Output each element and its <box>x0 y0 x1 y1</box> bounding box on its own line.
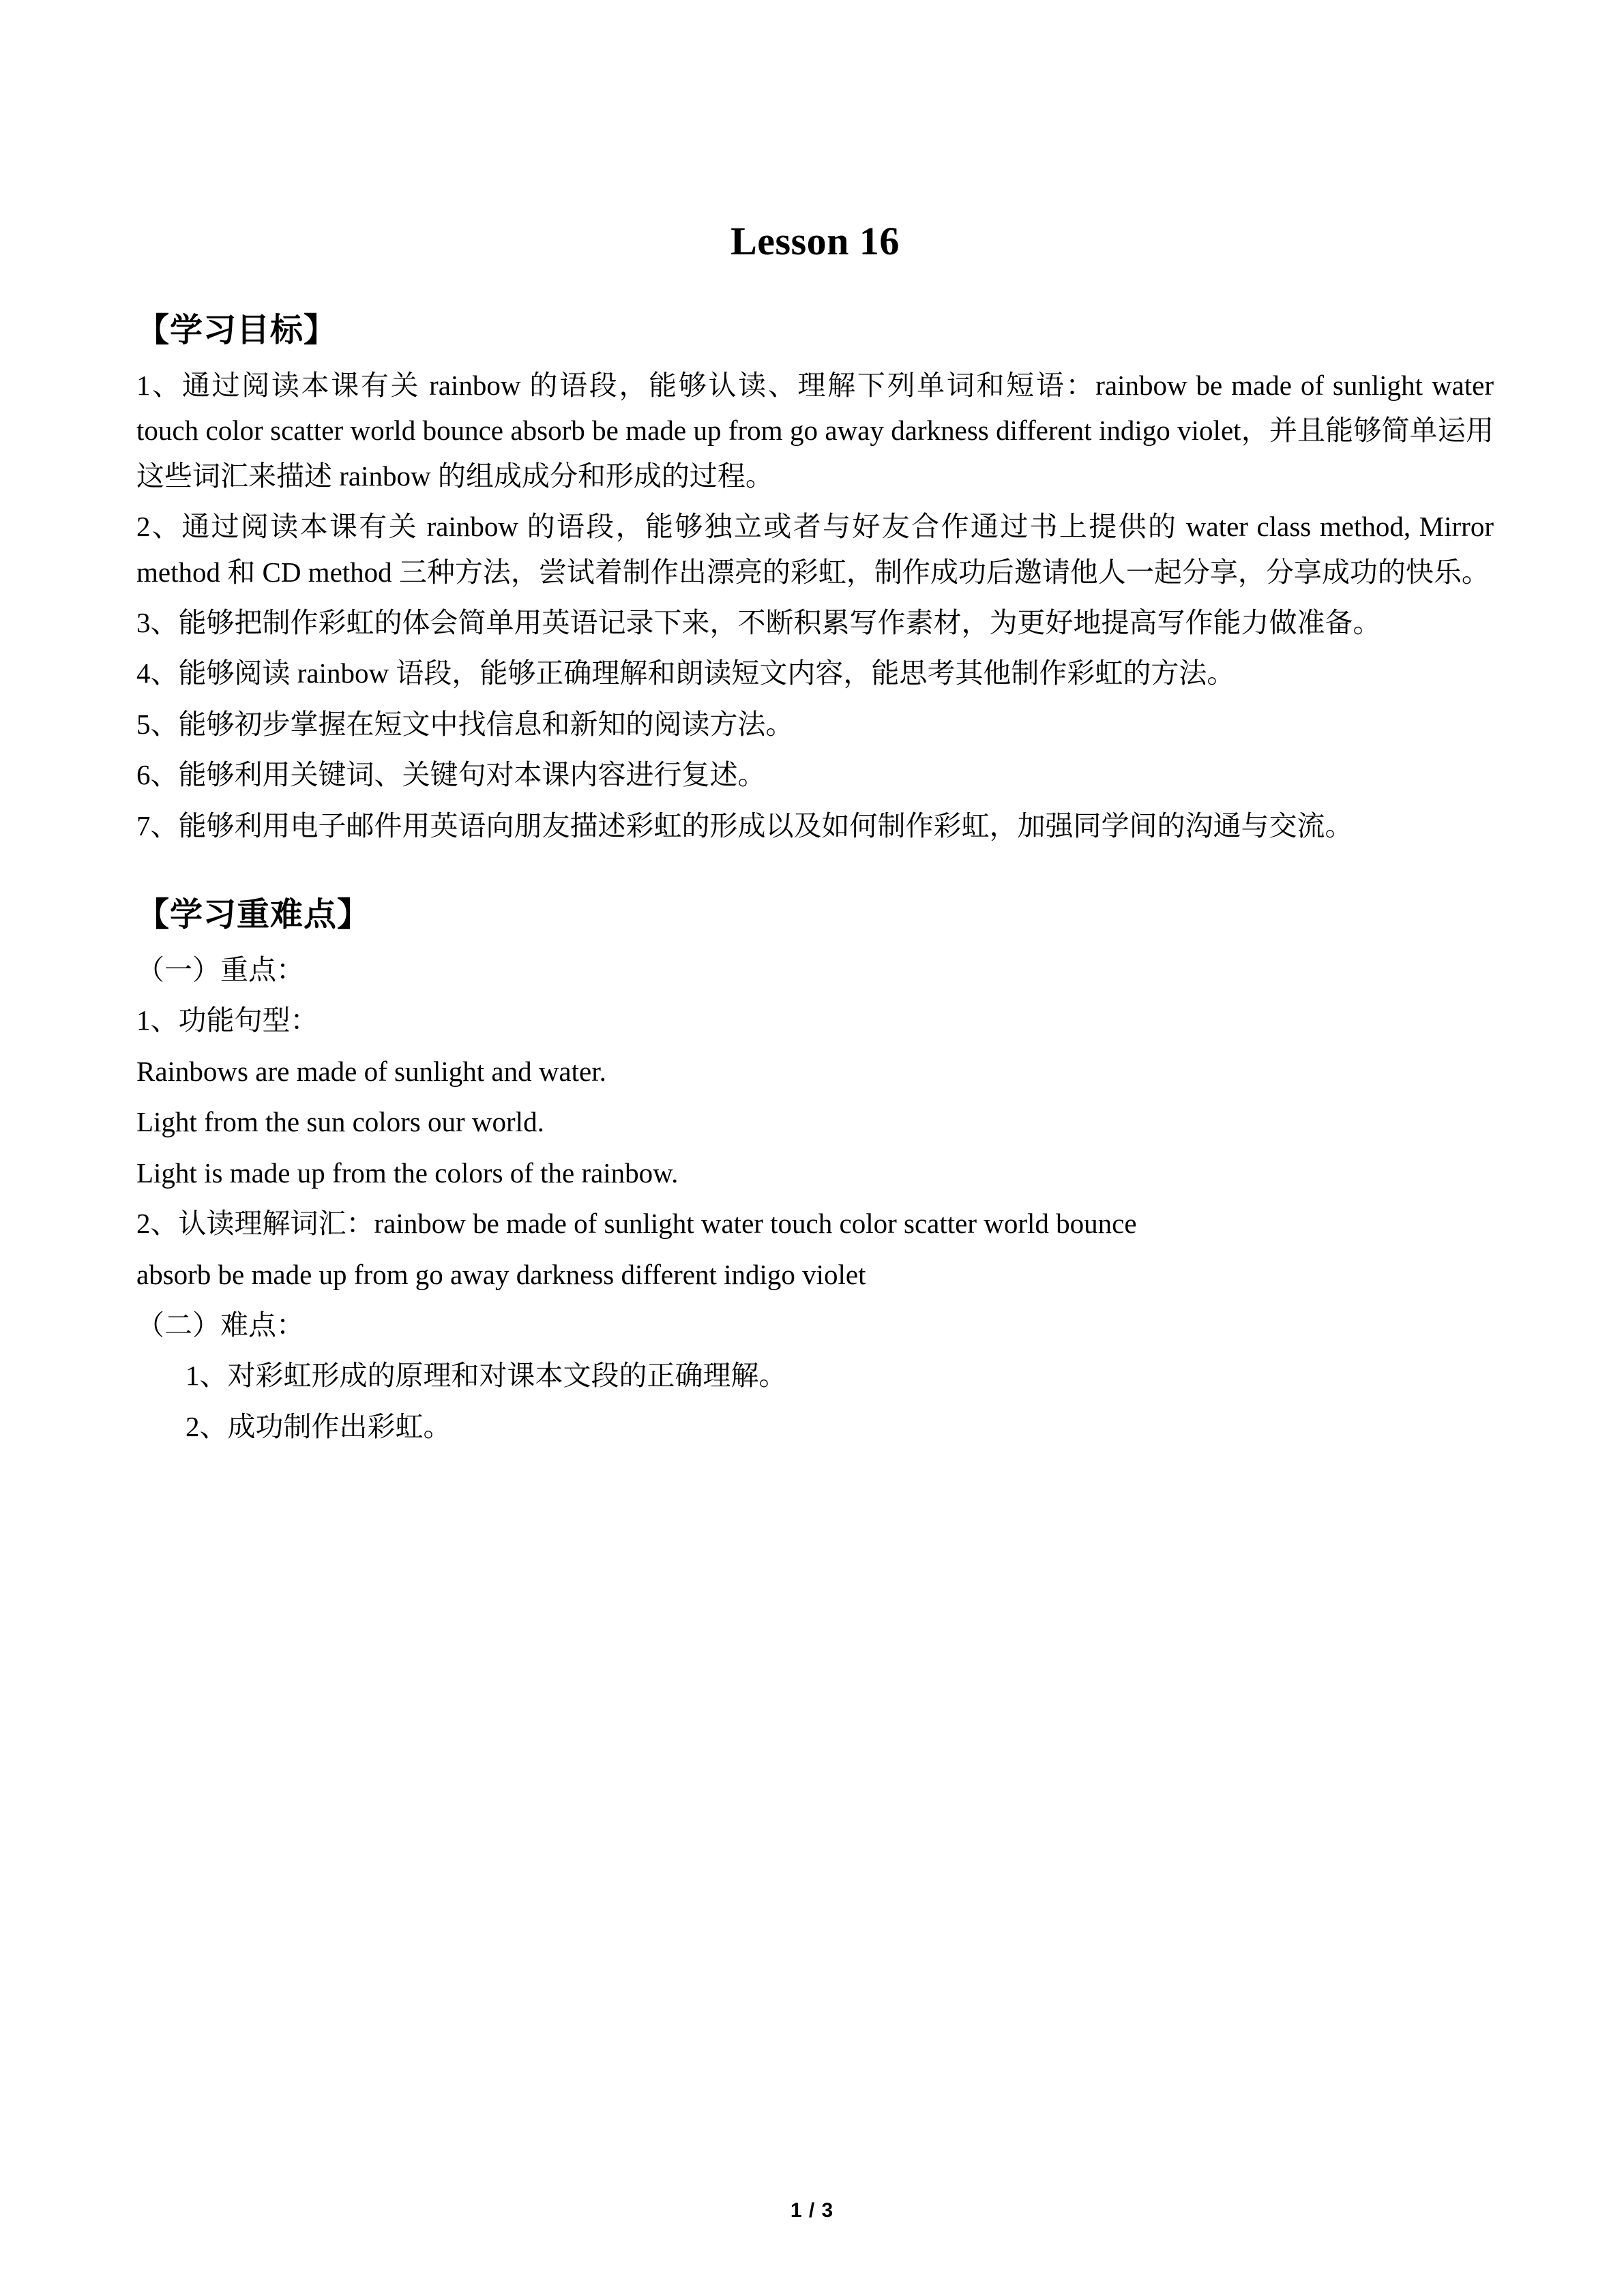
sentence-pattern-1: Rainbows are made of sunlight and water. <box>136 1055 606 1087</box>
objective-item-5: 5、能够初步掌握在短文中找信息和新知的阅读方法。 <box>136 708 794 740</box>
sentence-pattern-3: Light is made up from the colors of the rainbow. <box>136 1157 679 1189</box>
page-title: Lesson 16 <box>730 219 900 263</box>
section-heading-objectives: 【学习目标】 <box>136 312 338 348</box>
key-points-item-2-continued: absorb be made up from go away darkness different indigo violet <box>136 1258 866 1290</box>
key-points-label: （一）重点： <box>136 954 304 986</box>
key-points-item-2: 2、认读理解词汇：rainbow be made of sunlight water touch color scatter world bounce <box>136 1208 1137 1240</box>
objective-item-6: 6、能够利用关键词、关键句对本课内容进行复述。 <box>136 759 766 791</box>
page-content <box>136 0 1494 1449</box>
difficult-points-label: （二）难点： <box>136 1309 304 1341</box>
objective-item-2: 2、通过阅读本课有关 rainbow 的语段，能够独立或者与好友合作通过书上提供的 water class method, Mirror method 和 CD method 三种方法，尝试着制作出漂亮的彩虹，制作成功后邀请他人一起分享，分享成功的快乐。 <box>136 511 1494 588</box>
objective-item-1: 1、通过阅读本课有关 rainbow 的语段，能够认读、理解下列单词和短语：rainbow be made of sunlight water touch color scatter world bounce absorb be made up from go away darkness different indigo violet，并且能够简单运用这些词汇来描述 rainbow 的组成成分和形成的过程。 <box>136 370 1494 492</box>
sentence-pattern-2: Light from the sun colors our world. <box>136 1106 544 1138</box>
section-heading-key-points: 【学习重难点】 <box>136 897 371 934</box>
key-points-item-1: 1、功能句型： <box>136 1004 319 1037</box>
objective-item-7: 7、能够利用电子邮件用英语向朋友描述彩虹的形成以及如何制作彩虹，加强同学间的沟通与交流。 <box>136 809 1353 841</box>
page-number: 1 / 3 <box>790 2199 834 2222</box>
difficult-point-2: 2、成功制作出彩虹。 <box>186 1410 452 1442</box>
objective-item-4: 4、能够阅读 rainbow 语段，能够正确理解和朗读短文内容，能思考其他制作彩虹的方法。 <box>136 657 1235 689</box>
difficult-point-1: 1、对彩虹形成的原理和对课本文段的正确理解。 <box>186 1360 787 1392</box>
objective-item-3: 3、能够把制作彩虹的体会简单用英语记录下来，不断积累写作素材，为更好地提高写作能力做准备。 <box>136 607 1381 639</box>
